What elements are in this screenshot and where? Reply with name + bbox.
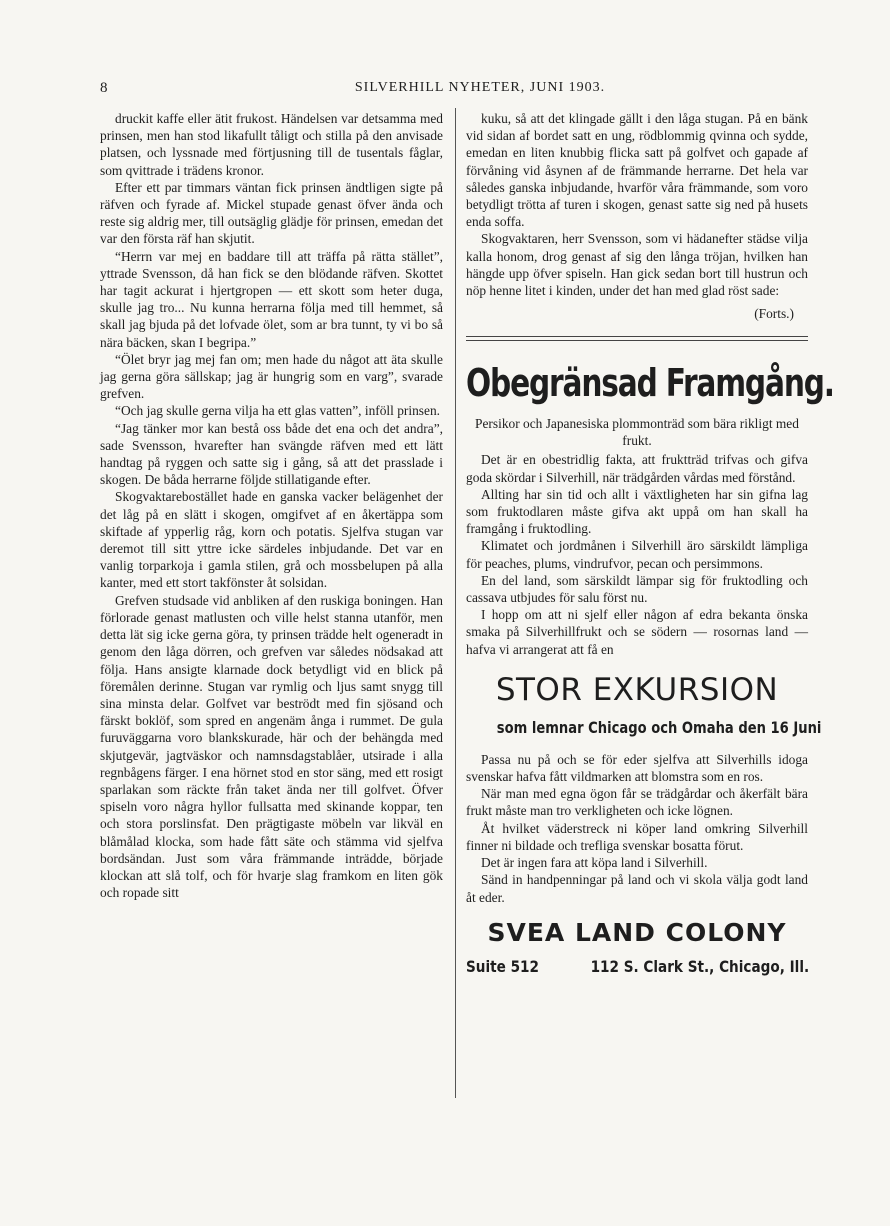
ad-paragraph: Det är en obestridlig fakta, att fruktträd trifvas och gifva goda skördar i Silverhill, när trädgården vårdas med förstånd. xyxy=(466,452,808,485)
story-paragraph: “Ölet bryr jag mej fan om; men hade du något att äta skulle jag gerna göra sällskap; jag är hungrig som en varg”, svarade grefven. xyxy=(100,351,443,402)
ad-paragraph: Sänd in handpenningar på land och vi skola välja godt land åt eder. xyxy=(466,872,808,905)
story-paragraph: Grefven studsade vid anbliken af den ruskiga boningen. Han förlorade genast matlusten och ville helst stanna utanför, men detta lät sig icke gerna göra, ty prinsen trädde helt ogeneradt in genom den låga dörren, och grefven var således nödsakad att följa. Hans ansigte klarnade dock betydligt vid en blick på föremålen derinne. Stugan var rymlig och ljus samt snygg till sina minsta delar. Golfvet var beströdt med fin sjösand och färskt boklöf, som spred en angenäm ånga i rummet. De gula furuväggarna voro blankskurade, här och der behängda med skjutgevär, jagtväskor och namnsdagstablåer, utsirade i alla regnbågens färger. I ena hörnet stod en stor säng, med ett rosigt sparlakan som räckte från taket ända ner till golfvet. Öfver spiseln voro några hyllor fullsatta med skinande koppar, ten och stora porslinsfat. Den prägtigaste möbeln var likväl en blåmålad klocka, som hade fått säte och stämma vid sjelfva bordsändan. Just som våra främmande inträdde, började klockan att slå tolf, och för hvarje slag framkom en liten gök och ropade sitt xyxy=(100,592,443,901)
ad-paragraph: Allting har sin tid och allt i växtligheten har sin gifna lag som fruktodlaren måste gifva akt uppå om han skall ha framgång i fruktodling. xyxy=(466,486,808,537)
ad-headline: Obegränsad Framgång. xyxy=(466,361,834,406)
story-paragraph: Skogvaktarebostället hade en ganska vacker belägenhet der det låg på en slätt i skogen, omgifvet af en åkertäppa som skiftade af ypperlig råg, korn och potatis. Sjelfva stugan var deremot till sitt yttre icke särdeles inbjudande. Det var en vanlig torparkoja i gamla stilen, grå och mossbelupen på alla kanter, med ett stort takfönster åt solsidan. xyxy=(100,489,443,591)
story-paragraph: “Herrn var mej en baddare till att träffa på rätta stället”, yttrade Svensson, då han fick se den blödande räfven. Skottet har tagit ackurat i hjertgropen — ett skott som heter duga, skulle jag tro... Nu kunna herrarna följa med till hemmet, så skall jag bjuda på det lofvade ölet, som ar bra tunnt, ty vi bo så nära bäcken, skan I begripa.” xyxy=(100,248,443,350)
company-address xyxy=(466,957,808,976)
left-column xyxy=(100,110,443,901)
excursion-route: som lemnar Chicago och Omaha den 16 Juni xyxy=(496,717,822,737)
ad-paragraph: Passa nu på och se för eder sjelfva att Silverhills idoga svenskar hafva fått vildmarken att blomstra som en ros. xyxy=(466,751,808,785)
section-divider xyxy=(466,336,808,341)
ad-paragraph: Klimatet och jordmånen i Silverhill äro särskildt lämpliga för peaches, plums, vindrufvor, pecan och persimmons. xyxy=(466,538,808,571)
running-head: SILVERHILL NYHETER, JUNI 1903. xyxy=(354,80,606,95)
ad-paragraph: I hopp om att ni sjelf eller någon af edra bekanta önska smaka på Silverhillfrukt och se södern — rosornas land — hafva vi arrangerat att få en xyxy=(466,607,808,657)
story-paragraph: “Och jag skulle gerna vilja ha ett glas vatten”, inföll prinsen. xyxy=(115,403,440,419)
page-number: 8 xyxy=(100,80,108,96)
story-paragraph: Efter ett par timmars väntan fick prinsen ändtligen sigte på räfven och fyrade af. Mickel stupade genast öfver ända och reste sig aldrig mer, till outsäglig glädje för prinsen, emedan det var den första räf han skjutit. xyxy=(100,179,443,247)
ad-paragraph: Det är ingen fara att köpa land i Silverhill. xyxy=(481,855,708,871)
ad-paragraph: När man med egna ögon får se trädgårdar och åkerfält bära frukt måste man tro verkligheten och icke lögnen. xyxy=(466,786,808,819)
story-paragraph: “Jag tänker mor kan bestå oss både det ena och det andra”, sade Svensson, hvarefter han svängde räfven med ett lätt handtag på ryggen och satte sig i gång, så att det prasslade i skogen. De båda herrarne följde stillatigande efter. xyxy=(100,420,443,488)
story-paragraph: kuku, så att det klingade gällt i den låga stugan. På en bänk vid sidan af bordet satt en ung, rödblommig qvinna och sydde, emedan en liten knubbig flicka satt på golfvet och gapade af förvåning vid åsynen af de främmande herrarne. Det hela var således ganska inbjudande, hvarför våra främmande, som voro betydligt trötta af turen i skogen, genast satte sig ned på husets enda soffa. xyxy=(466,111,808,230)
continued-note: (Forts.) xyxy=(754,306,794,322)
advertisement xyxy=(466,361,834,976)
street-address: 112 S. Clark St., Chicago, Ill. xyxy=(590,956,810,976)
ad-paragraph: Åt hvilket väderstreck ni köper land omkring Silverhill finner ni bildade och trefliga svenskar bosatta förut. xyxy=(466,820,808,853)
ad-subheadline: Persikor och Japanesiska plommonträd som bära rikligt med frukt. xyxy=(475,416,799,449)
suite-number: Suite 512 xyxy=(466,956,539,976)
column-divider xyxy=(455,108,456,1098)
company-name: SVEA LAND COLONY xyxy=(487,917,787,947)
story-paragraph: Skogvaktaren, herr Svensson, som vi hädanefter städse vilja kalla honom, drog genast af sig den långa tröjan, hvilken han hängde upp öfver spiseln. Han gick sedan bort till hustrun och nöp henne litet i kinden, under det han med glad röst sade: xyxy=(466,231,808,299)
story-paragraph: druckit kaffe eller ätit frukost. Händelsen var detsamma med prinsen, men han stod likafullt tåligt och stilla på den anvisade platsen, och lyssnade med förtjusning till de tusentals fåglar, som qvittrade i trädens kronor. xyxy=(100,111,443,178)
excursion-title: STOR EXKURSION xyxy=(495,671,779,708)
ad-paragraph: En del land, som särskildt lämpar sig för fruktodling och cassava utbjudes för salu först nu. xyxy=(466,572,808,606)
right-column xyxy=(466,110,834,976)
